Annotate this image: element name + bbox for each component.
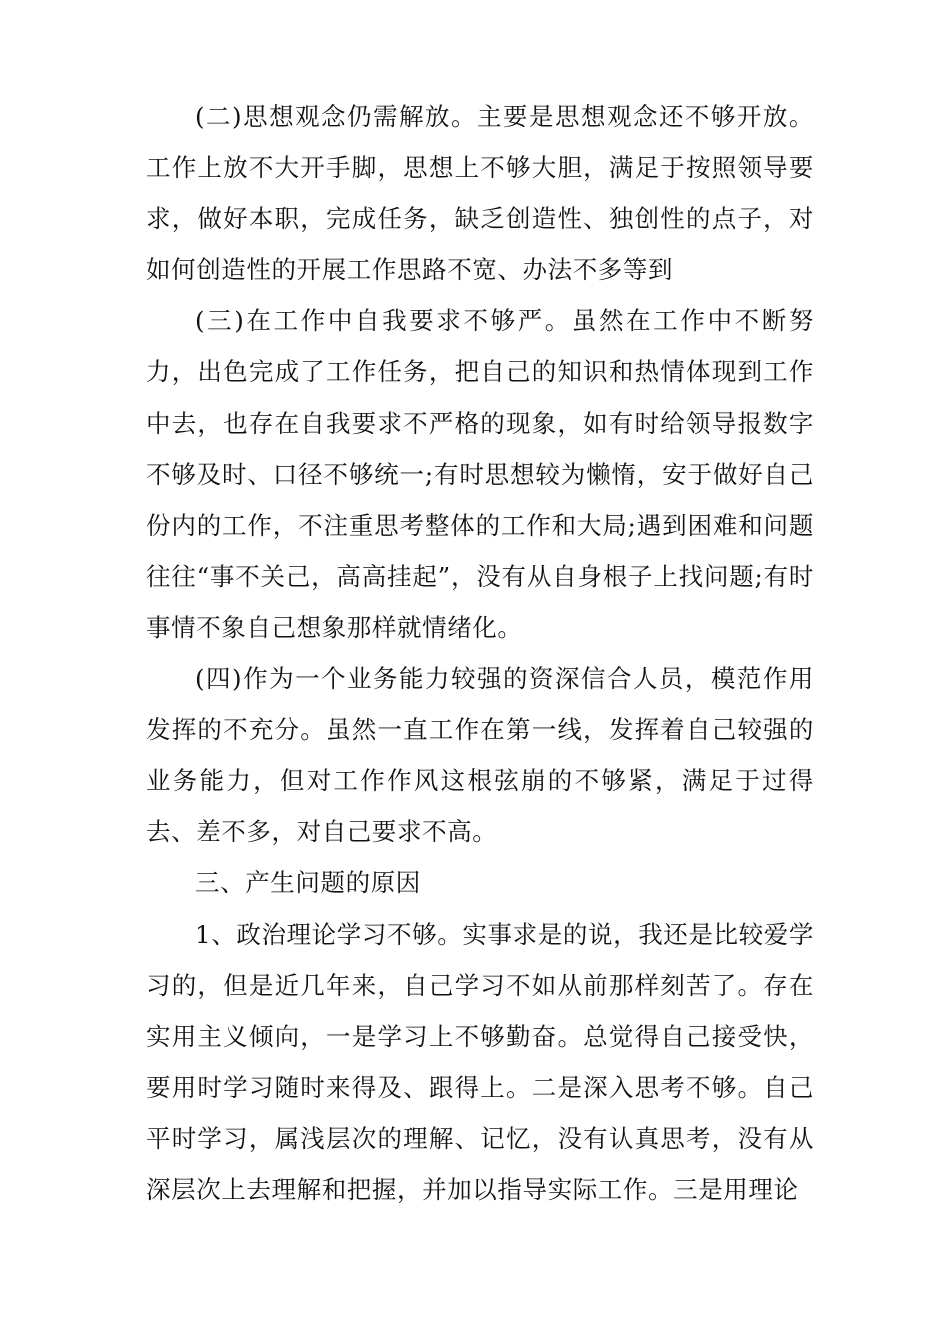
paragraph-self-requirement: (三)在工作中自我要求不够严。虽然在工作中不断努力，出色完成了工作任务，把自己的知识和热情体现到工作中去，也存在自我要求不严格的现象，如有时给领导报数字不够及时、口径不够统一;有时思想较为懒惰，安于做好自己份内的工作，不注重思考整体的工作和大局;遇到困难和问题往往“事不关己，高高挂起”，没有从自身根子上找问题;有时事情不象自己想象那样就情绪化。	[146, 306, 814, 642]
paragraph-theory-study: 1、政治理论学习不够。实事求是的说，我还是比较爱学习的，但是近几年来，自己学习不如从前那样刻苦了。存在实用主义倾向，一是学习上不够勤奋。总觉得自己接受快，要用时学习随时来得及、跟得上。二是深入思考不够。自己平时学习，属浅层次的理解、记忆，没有认真思考，没有从深层次上去理解和把握，并加以指导实际工作。三是用理论	[146, 919, 814, 1204]
paragraph-thought-liberation: (二)思想观念仍需解放。主要是思想观念还不够开放。工作上放不大开手脚，思想上不够大胆，满足于按照领导要求，做好本职，完成任务，缺乏创造性、独创性的点子，对如何创造性的开展工作思路不宽、办法不多等到	[146, 102, 814, 285]
paragraph-model-role: (四)作为一个业务能力较强的资深信合人员，模范作用发挥的不充分。虽然一直工作在第一线，发挥着自己较强的业务能力，但对工作作风这根弦崩的不够紧，满足于过得去、差不多，对自己要求不高。	[146, 664, 814, 847]
document-body	[146, 91, 814, 1215]
section-heading-causes: 三、产生问题的原因	[195, 868, 421, 898]
